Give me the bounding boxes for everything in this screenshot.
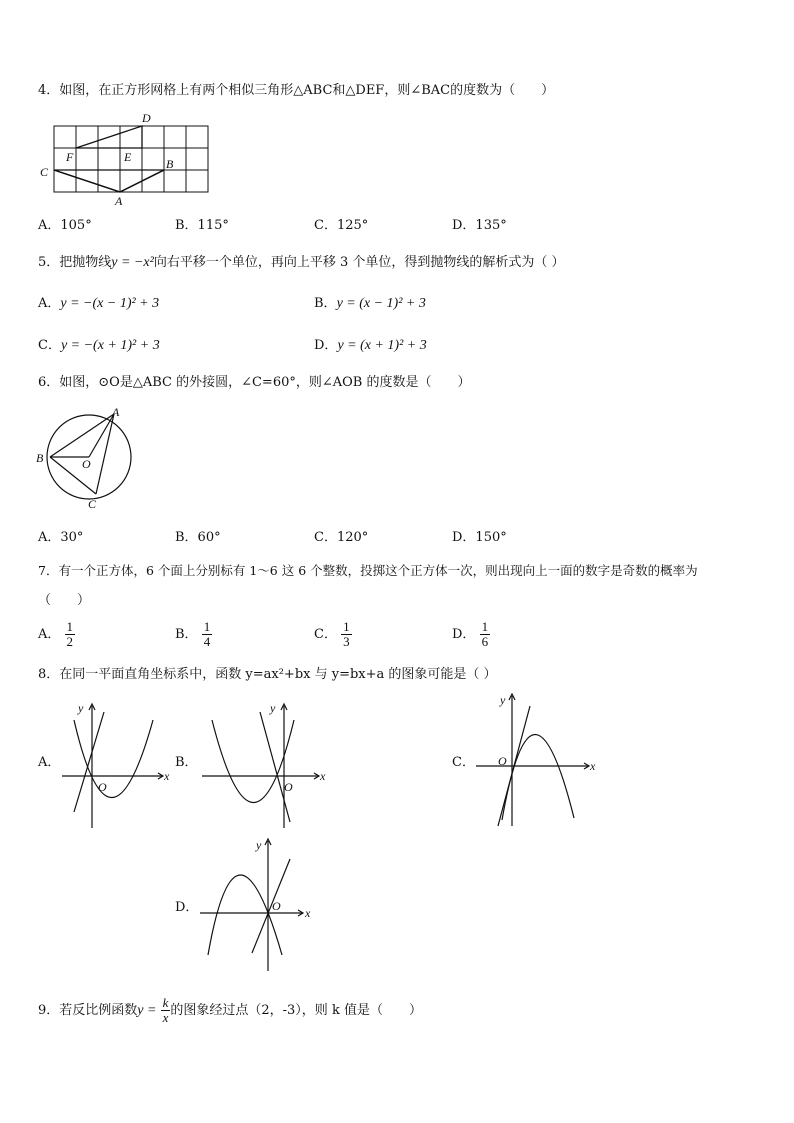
- q6-option-d[interactable]: D．150°: [452, 530, 507, 545]
- q6-label-B: B: [36, 451, 44, 465]
- q9-stem: [38, 996, 422, 1026]
- q8b-y-label: y: [270, 701, 276, 715]
- q7-option-c-fraction: $\frac{1}{3}$: [343, 619, 350, 649]
- q9-fraction: $\frac{k}{x}$: [162, 995, 169, 1025]
- q7-option-a[interactable]: [38, 620, 75, 649]
- q8d-origin-label: O: [272, 899, 281, 913]
- q9-stem-pre: 9．若反比例函数: [38, 1003, 138, 1018]
- q4-label-A: A: [115, 194, 123, 208]
- q5-option-a[interactable]: [38, 296, 159, 312]
- q8c-origin-label: O: [498, 754, 507, 768]
- q6-option-a[interactable]: A．30°: [38, 530, 84, 545]
- q5-option-c-label: C．: [38, 338, 61, 353]
- q6-stem: 6．如图，⊙O是△ABC 的外接圆，∠C=60°，则∠AOB 的度数是（ ）: [38, 375, 471, 390]
- q6-option-b[interactable]: B．60°: [175, 530, 221, 545]
- q8-option-a[interactable]: A．: [38, 755, 61, 770]
- q8a-y-label: y: [78, 701, 84, 715]
- q5-option-c[interactable]: [38, 338, 160, 354]
- q9-formula-lhs: y =: [137, 1003, 157, 1018]
- q4-label-D: D: [142, 111, 151, 125]
- q7-option-b-label: B．: [175, 627, 198, 642]
- q4-option-d[interactable]: D．135°: [452, 218, 507, 233]
- q4-option-a[interactable]: A．105°: [38, 218, 92, 233]
- q8b-origin-label: O: [284, 780, 293, 794]
- q7-option-d[interactable]: [452, 620, 490, 649]
- q8d-x-label: x: [305, 906, 311, 920]
- q5-stem-pre: 5．把抛物线: [38, 255, 112, 270]
- q5-option-b-label: B．: [314, 296, 337, 311]
- q8-option-c[interactable]: C．: [452, 755, 475, 770]
- q8-graph-d: [196, 835, 336, 975]
- q5-stem-formula: y = −x²: [111, 255, 154, 270]
- q6-circle-figure: [36, 402, 146, 512]
- q9-stem-post: 的图象经过点（2，-3），则 k 值是（ ）: [170, 1003, 422, 1018]
- q6-label-C: C: [88, 497, 97, 511]
- q5-option-d-formula: y = (x + 1)² + 3: [337, 338, 427, 353]
- q4-label-F: F: [66, 150, 74, 164]
- q4-label-E: E: [124, 150, 132, 164]
- q5-option-b[interactable]: [314, 296, 426, 312]
- q5-option-b-formula: y = (x − 1)² + 3: [336, 296, 426, 311]
- q4-grid-figure: [38, 110, 218, 208]
- q6-label-A: A: [112, 405, 120, 419]
- q7-option-c[interactable]: [314, 620, 352, 649]
- q8c-x-label: x: [590, 759, 596, 773]
- q7-option-b-fraction: $\frac{1}{4}$: [203, 619, 211, 649]
- q7-option-a-fraction: $\frac{1}{2}$: [66, 619, 74, 649]
- q6-label-O: O: [82, 457, 91, 471]
- q8d-y-label: y: [256, 838, 262, 852]
- q8-graph-c: [472, 690, 602, 830]
- q5-option-d-label: D．: [314, 338, 338, 353]
- q5-stem: [38, 255, 564, 271]
- q8b-x-label: x: [320, 769, 326, 783]
- q6-option-c[interactable]: C．120°: [314, 530, 369, 545]
- q7-option-c-label: C．: [314, 627, 337, 642]
- q7-stem-line1: 7．有一个正方体，6 个面上分别标有 1～6 这 6 个整数，投掷这个正方体一次，则出现向上一面的数字是奇数的概率为: [38, 563, 698, 578]
- q4-stem: 4．如图，在正方形网格上有两个相似三角形△ABC和△DEF，则∠BAC的度数为（ ）: [38, 83, 555, 98]
- q8a-origin-label: O: [98, 780, 107, 794]
- q5-stem-post: 向右平移一个单位，再向上平移 3 个单位，得到抛物线的解析式为（ ）: [153, 255, 565, 270]
- q8-option-b[interactable]: B．: [175, 755, 198, 770]
- q4-label-B: B: [166, 157, 174, 171]
- q8a-x-label: x: [164, 769, 170, 783]
- q5-option-c-formula: y = −(x + 1)² + 3: [60, 338, 160, 353]
- q7-option-b[interactable]: [175, 620, 212, 649]
- q5-option-a-label: A．: [38, 296, 61, 311]
- q5-option-a-formula: y = −(x − 1)² + 3: [60, 296, 160, 311]
- q7-option-d-label: D．: [452, 627, 476, 642]
- q4-option-c[interactable]: C．125°: [314, 218, 369, 233]
- q5-option-d[interactable]: [314, 338, 427, 354]
- q4-label-C: C: [40, 165, 49, 179]
- q8-graph-a: [58, 700, 178, 830]
- q8-option-d[interactable]: D．: [175, 900, 199, 915]
- q8-graph-b: [198, 700, 328, 830]
- q7-option-a-label: A．: [38, 627, 61, 642]
- q7-stem-line2: （ ）: [38, 593, 91, 608]
- q8c-y-label: y: [500, 693, 506, 707]
- q7-option-d-fraction: $\frac{1}{6}$: [481, 619, 489, 649]
- q4-option-b[interactable]: B．115°: [175, 218, 229, 233]
- q8-stem: 8．在同一平面直角坐标系中，函数 y=ax²+bx 与 y=bx+a 的图象可能是（ ）: [38, 667, 497, 682]
